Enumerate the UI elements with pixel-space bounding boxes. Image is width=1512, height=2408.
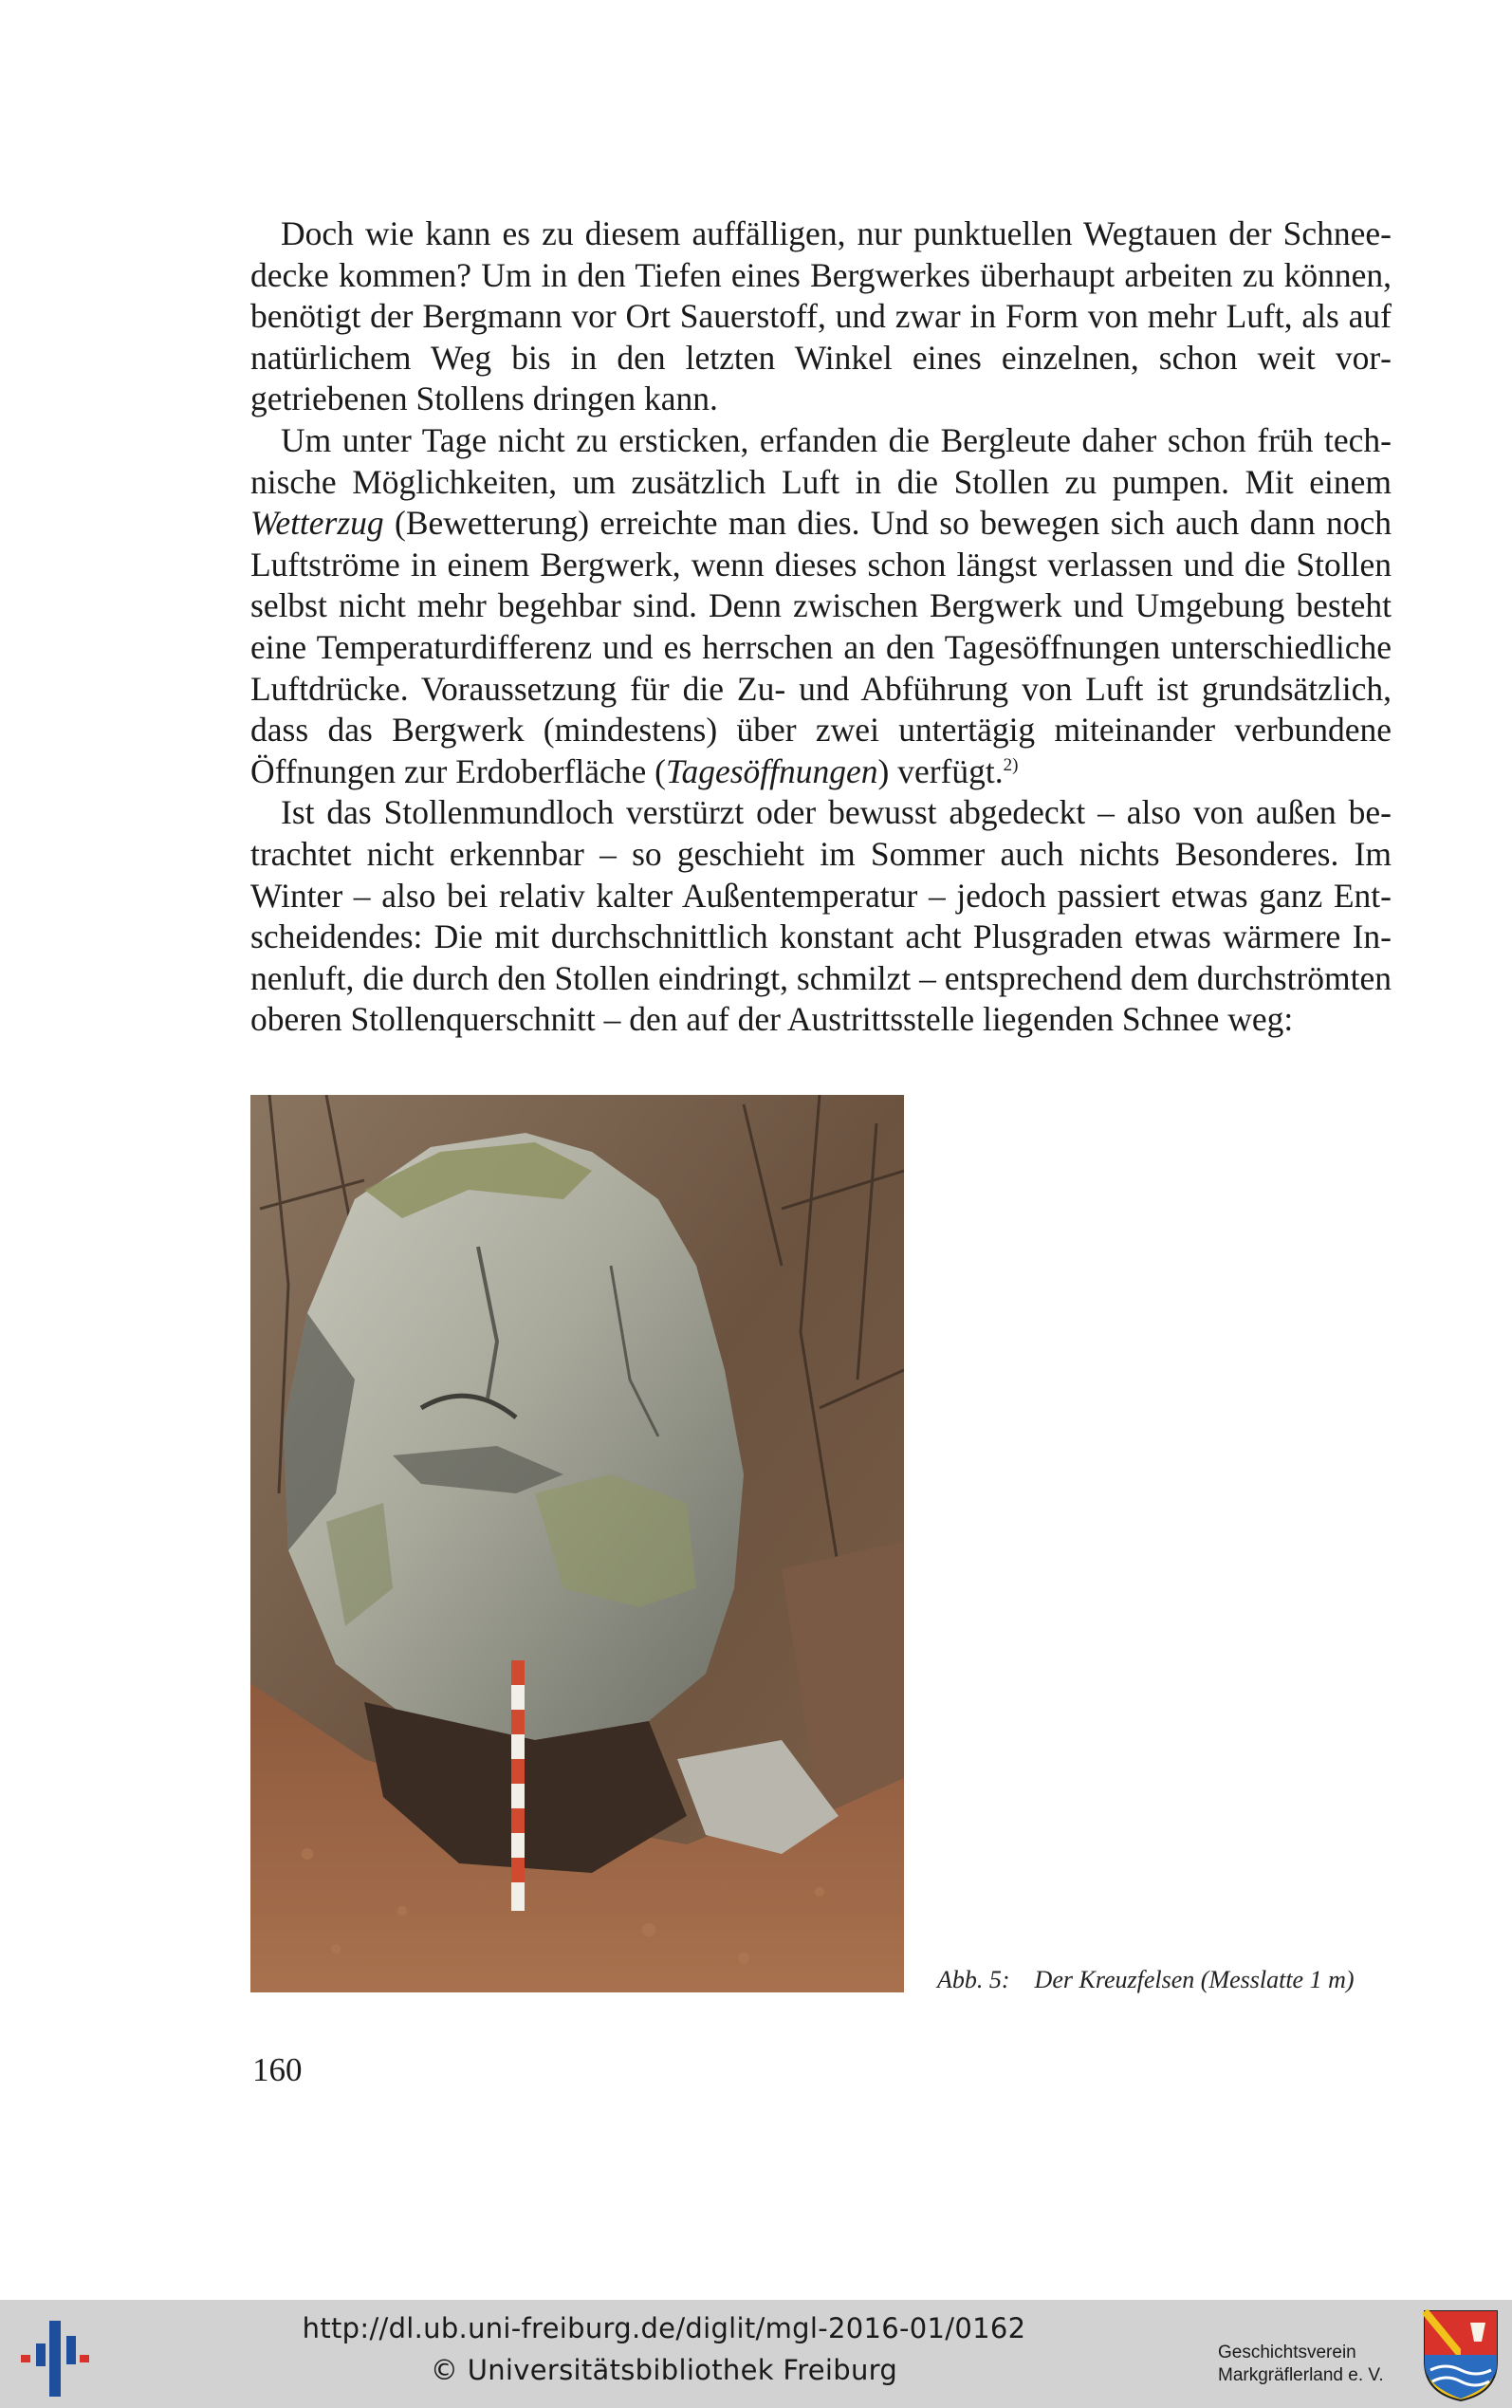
paragraph-2-text-b: (Bewetterung) erreichte man dies. Und so bewegen sich auch dann noch Luftströme in einem Bergwerk, wenn dieses schon längst verlassen und die Stollen selbst nicht mehr begehbar sind. Denn zwischen Bergwerk und Umgebung besteht eine Temperaturdifferenz und es herrschen an den Tagesöffnungen unterschiedliche Luftdrücke. Voraussetzung für die Zu- und Abführung von Luft ist grundsätzlich, dass das Bergwerk (mindestens) über zwei untertägig miteinander verbundene Öffnungen zur Erdoberfläche ( [250, 504, 1392, 790]
library-logo-icon [19, 2307, 95, 2402]
society-crest-icon [1423, 2309, 1499, 2402]
paragraph-2-text-a: Um unter Tage nicht zu ersticken, erfanden die Bergleute daher schon früh technische Möglichkeiten, um zusätzlich Luft in die Stollen zu pumpen. Mit einem [250, 420, 1392, 501]
term-tagesoeffnungen: Tagesöffnungen [665, 751, 878, 790]
footnote-marker: 2) [1003, 754, 1019, 775]
footer-bar [0, 2300, 1512, 2408]
society-name-line1: Geschichtsverein [1218, 2343, 1356, 2362]
footer-citation [285, 2307, 1043, 2391]
paragraph-3: Ist das Stollenmundloch verstürzt oder bewusst abgedeckt – also von außen betrachtet nicht erkennbar – so geschieht im Sommer auch nichts Besonderes. Im Winter – also bei relativ kalter Außentemperatur – jedoch passiert etwas ganz Entscheidendes: Die mit durchschnittlich konstant acht Plusgraden etwas wärmere Innenluft, die durch den Stollen eindringt, schmilzt – entsprechend dem durchströmten oberen Stollenquerschnitt – den auf der Austrittsstelle liegenden Schnee weg: [250, 793, 1392, 1039]
figure-caption-text: Der Kreuzfelsen (Messlatte 1 m) [1034, 1966, 1355, 1993]
footer-url-link[interactable]: http://dl.ub.uni-freiburg.de/diglit/mgl-2016-01/0162 [302, 2312, 1026, 2344]
figure-label: Abb. 5: [937, 1966, 1010, 1993]
footer-copyright: © Universitätsbibliothek Freiburg [430, 2354, 898, 2386]
measuring-staff [511, 1660, 525, 1911]
term-wetterzug: Wetterzug [250, 504, 384, 543]
figure-photo-kreuzfelsen [250, 1095, 904, 1992]
body-text [250, 213, 1392, 1041]
figure-caption [937, 1966, 1392, 1994]
paragraph-2 [250, 420, 1392, 792]
paragraph-1: Doch wie kann es zu diesem auffälligen, nur punktuellen Wegtauen der Schneedecke kommen? Um in den Tiefen eines Bergwerkes überhaupt arbeiten zu können, benötigt der Bergmann vor Ort Sauerstoff, und zwar in Form von mehr Luft, als auf natürlichem Weg bis in den letzten Winkel eines einzelnen, schon weit vorgetriebenen Stollens dringen kann. [250, 214, 1392, 418]
society-name-line2: Markgräflerland e. V. [1218, 2365, 1384, 2385]
page-number: 160 [252, 2051, 303, 2088]
society-name [1218, 2342, 1384, 2387]
paragraph-2-text-c: ) verfügt. [877, 751, 1004, 790]
